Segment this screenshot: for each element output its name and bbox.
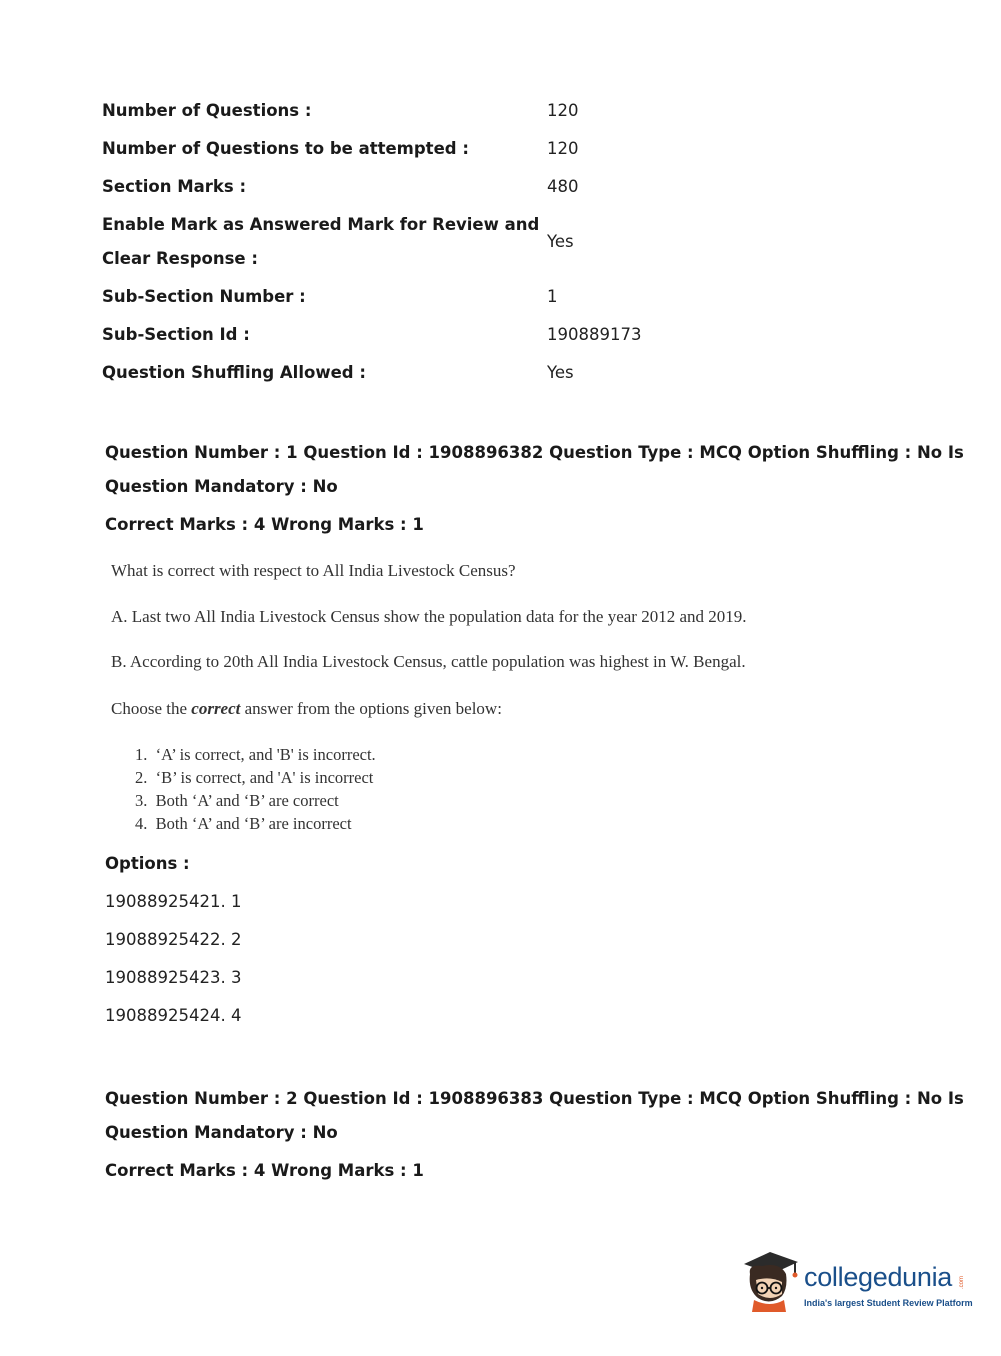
info-value-subsection-number: 1	[547, 287, 558, 306]
info-value-num-questions: 120	[547, 101, 579, 120]
choice-item: 3. Both ‘A’ and ‘B’ are correct	[135, 791, 339, 810]
option-item: 19088925423. 3	[105, 968, 242, 987]
info-label-subsection-number: Sub-Section Number :	[102, 287, 306, 306]
question-2-header-line1: Question Number : 2 Question Id : 1908896383 Question Type : MCQ Option Shuffling : No Is	[105, 1089, 964, 1108]
question-1-choose-instruction: Choose the correct answer from the options given below:	[111, 699, 502, 718]
logo-dotcom: .com	[959, 1276, 965, 1290]
question-1-statement-a: A. Last two All India Livestock Census show the population data for the year 2012 and 2019.	[111, 607, 747, 626]
question-1-marks: Correct Marks : 4 Wrong Marks : 1	[105, 515, 424, 534]
option-item: 19088925421. 1	[105, 892, 242, 911]
info-label-shuffling: Question Shuffling Allowed :	[102, 363, 366, 382]
question-2-marks: Correct Marks : 4 Wrong Marks : 1	[105, 1161, 424, 1180]
choice-item: 1. ‘A’ is correct, and 'B' is incorrect.	[135, 745, 376, 764]
question-1-header-line2: Question Mandatory : No	[105, 477, 338, 496]
options-label: Options :	[105, 854, 190, 873]
info-label-subsection-id: Sub-Section Id :	[102, 325, 250, 344]
question-1-statement-b: B. According to 20th All India Livestock Census, cattle population was highest in W. Bengal.	[111, 652, 746, 671]
info-value-shuffling: Yes	[547, 363, 574, 382]
question-1-header-line1: Question Number : 1 Question Id : 1908896382 Question Type : MCQ Option Shuffling : No Is	[105, 443, 964, 462]
info-label-attempted: Number of Questions to be attempted :	[102, 139, 469, 158]
info-value-attempted: 120	[547, 139, 579, 158]
choice-item: 2. ‘B’ is correct, and 'A' is incorrect	[135, 768, 374, 787]
option-item: 19088925422. 2	[105, 930, 242, 949]
question-1-text: What is correct with respect to All India Livestock Census?	[111, 561, 516, 580]
info-value-section-marks: 480	[547, 177, 579, 196]
option-item: 19088925424. 4	[105, 1006, 242, 1025]
info-label-enable-mark-line2: Clear Response :	[102, 249, 258, 268]
choice-item: 4. Both ‘A’ and ‘B’ are incorrect	[135, 814, 352, 833]
info-label-section-marks: Section Marks :	[102, 177, 247, 196]
logo-tagline: India's largest Student Review Platform	[804, 1298, 973, 1308]
info-value-subsection-id: 190889173	[547, 325, 642, 344]
info-value-enable-mark: Yes	[547, 232, 574, 251]
question-2-header-line2: Question Mandatory : No	[105, 1123, 338, 1142]
info-label-num-questions: Number of Questions :	[102, 101, 312, 120]
info-label-enable-mark-line1: Enable Mark as Answered Mark for Review and	[102, 215, 540, 234]
logo-brand-text: collegedunia	[804, 1262, 953, 1292]
mascot-icon	[740, 1248, 802, 1314]
